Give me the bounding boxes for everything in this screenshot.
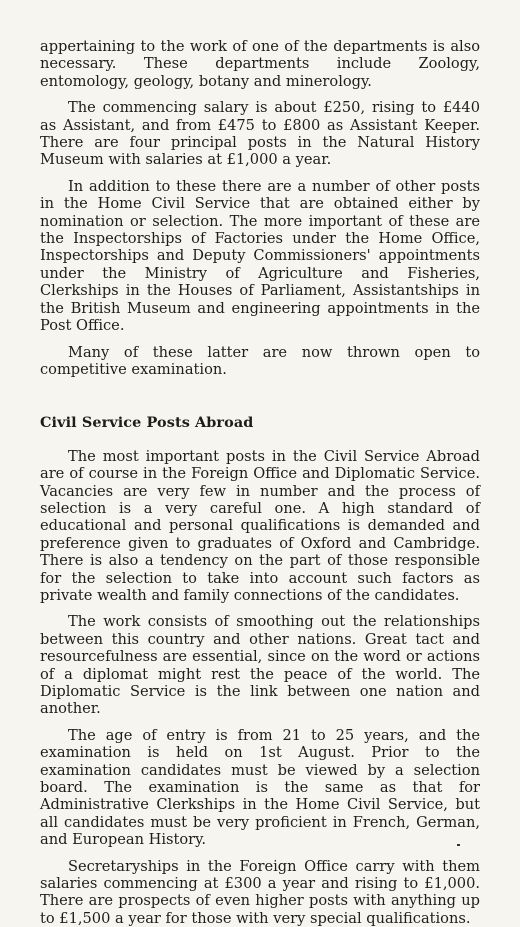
paragraph-continuation: appertaining to the work of one of the departments is also necessary. These departments include Zoology, entomology, geology, botany and minerology. — [40, 38, 480, 90]
paragraph-salary-museum: The commencing salary is about £250, rising to £440 as Assistant, and from £475 to £800 as Assistant Keeper. There are four principal posts in the Natural History Museum with salaries at £1,000 a year. — [40, 99, 480, 169]
paragraph-competitive-exam: Many of these latter are now thrown open to competitive examination. — [40, 343, 480, 378]
paragraph-other-posts: In addition to these there are a number of other posts in the Home Civil Service that are obtained either by nomination or selection. The more important of these are the Inspectorships of Factories under the Home Office, Inspectorships and Deputy Commissioners' appointments under the Ministry of Agriculture and Fisheries, Clerkships in the Houses of Parliament, Assistantships in the British Museum and engineering appointments in the Post Office. — [40, 177, 480, 335]
paragraph-work-description: The work consists of smoothing out the relationships between this country and other nations. Great tact and resourcefulness are essential, since on the word or actions of a diplomat might rest the peace of the world. The Diplomatic Service is the link between one nation and another. — [40, 613, 480, 718]
paragraph-secretaryships: Secretaryships in the Foreign Office carry with them salaries commencing at £300 a year and rising to £1,000. There are prospects of even higher posts with anything up to £1,500 a year for those with very special qualifications. — [40, 857, 480, 927]
paragraph-age-of-entry: The age of entry is from 21 to 25 years, and the examination is held on 1st August. Prior to the examination candidates must be viewed by a selection board. The examination is the same as that for Administrative Clerkships in the Home Civil Service, but all candidates must be very proficient in French, German, and European History. — [40, 726, 480, 849]
section-heading: Civil Service Posts Abroad — [40, 414, 254, 432]
paragraph-foreign-office: The most important posts in the Civil Service Abroad are of course in the Foreign Office and Diplomatic Service. Vacancies are very few in number and the process of selection is a very careful one. A high standard of educational and personal qualifications is demanded and preference given to graduates of Oxford and Cambridge. There is also a tendency on the part of those responsible for the selection to take into account such factors as private wealth and family connections of the candidates. — [40, 447, 480, 604]
page-mark — [457, 844, 460, 846]
